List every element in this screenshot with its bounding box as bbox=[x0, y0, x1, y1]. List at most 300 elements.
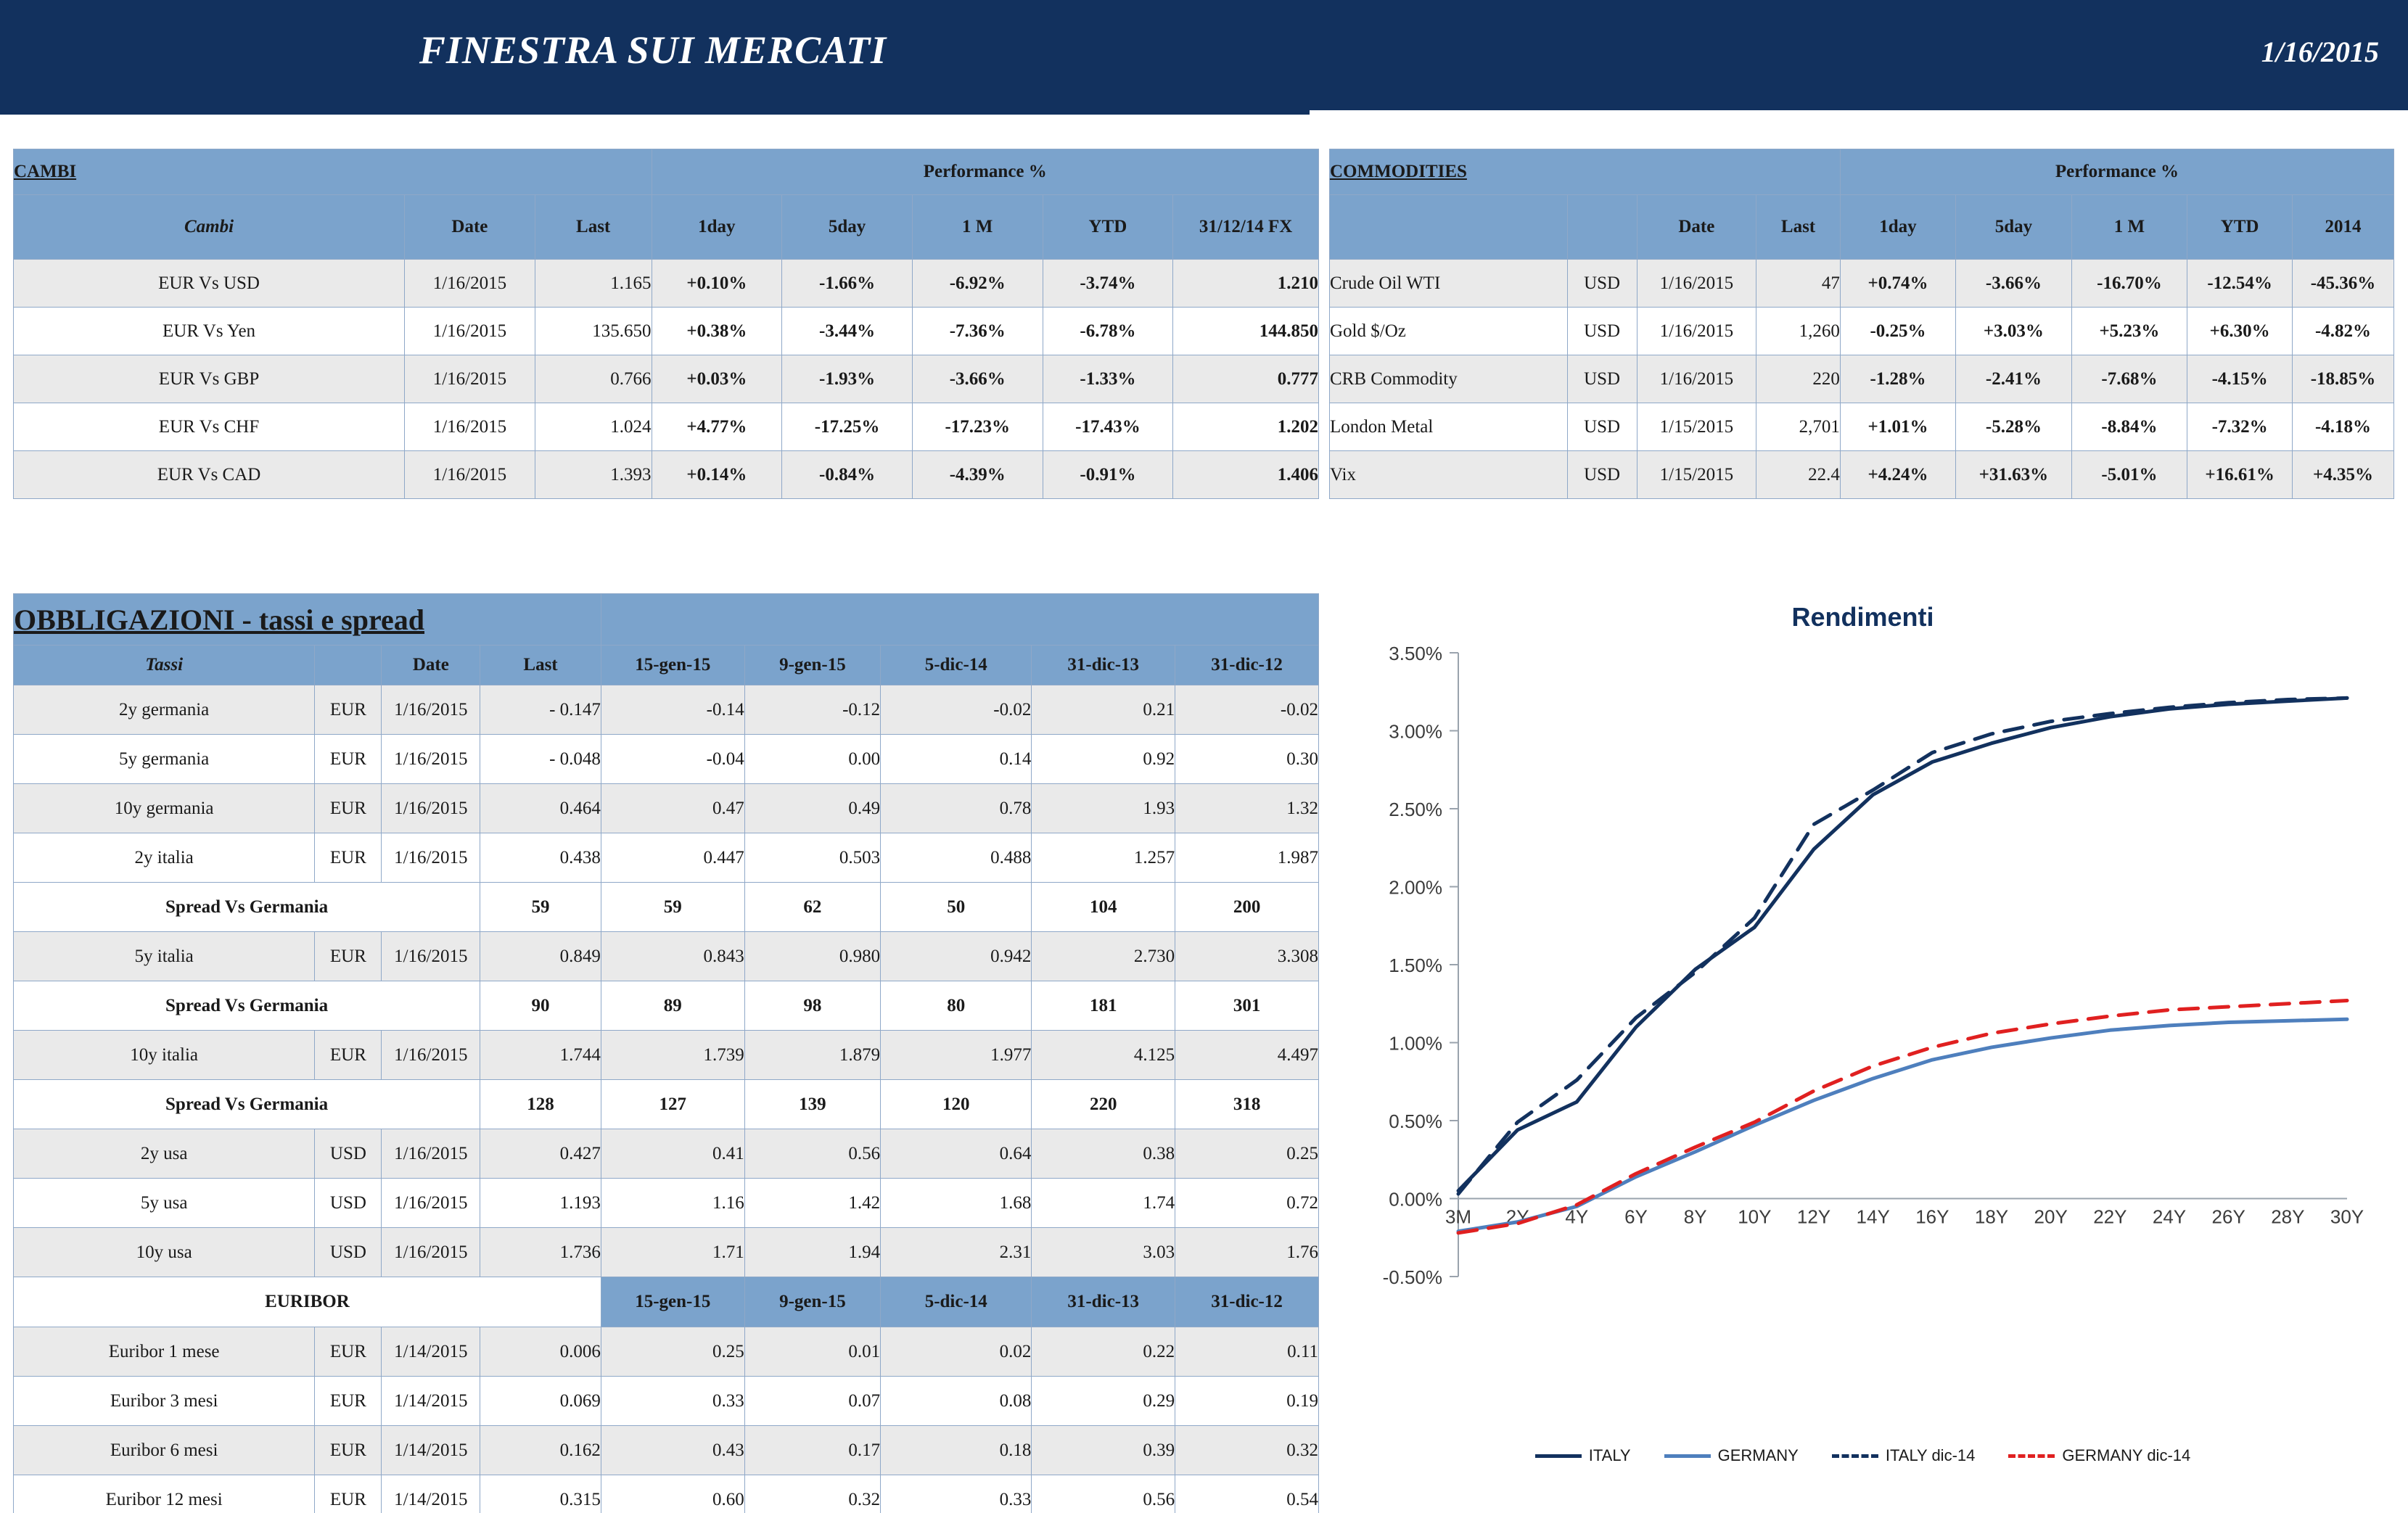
commodities-col-name bbox=[1330, 195, 1568, 260]
commodity-1m: -8.84% bbox=[2071, 403, 2187, 451]
table-row bbox=[14, 1377, 1319, 1426]
cambi-fx: 144.850 bbox=[1173, 308, 1319, 355]
euribor-date: 1/14/2015 bbox=[382, 1327, 480, 1377]
svg-text:2Y: 2Y bbox=[1505, 1205, 1529, 1228]
commodity-ytd: +6.30% bbox=[2187, 308, 2293, 355]
commodity-1m: -7.68% bbox=[2071, 355, 2187, 403]
commodities-col-last: Last bbox=[1756, 195, 1841, 260]
euribor-col-c5: 31-dic-12 bbox=[1175, 1277, 1319, 1327]
cambi-1day: +4.77% bbox=[652, 403, 782, 451]
cambi-fx: 1.202 bbox=[1173, 403, 1319, 451]
commodities-col-ytd: YTD bbox=[2187, 195, 2293, 260]
cambi-1m: -17.23% bbox=[912, 403, 1043, 451]
euribor-c3: 0.18 bbox=[881, 1426, 1032, 1475]
euribor-last: 0.006 bbox=[480, 1327, 601, 1377]
legend-label: GERMANY dic-14 bbox=[2062, 1446, 2191, 1464]
cambi-col-last: Last bbox=[535, 195, 652, 260]
cambi-date: 1/16/2015 bbox=[405, 355, 535, 403]
euribor-name: Euribor 12 mesi bbox=[14, 1475, 315, 1513]
commodity-1day: -0.25% bbox=[1840, 308, 1955, 355]
obblig-c3: 0.78 bbox=[881, 784, 1032, 833]
cambi-name: EUR Vs USD bbox=[14, 260, 405, 308]
report-date: 1/16/2015 bbox=[2261, 36, 2379, 68]
obblig-c4: 3.03 bbox=[1032, 1228, 1175, 1277]
commodity-2014: +4.35% bbox=[2293, 451, 2394, 499]
commodity-last: 1,260 bbox=[1756, 308, 1841, 355]
obblig-c1: 0.47 bbox=[601, 784, 744, 833]
commodity-name: Crude Oil WTI bbox=[1330, 260, 1568, 308]
spread-c2: 139 bbox=[744, 1080, 880, 1129]
cambi-last: 1.165 bbox=[535, 260, 652, 308]
svg-text:2.00%: 2.00% bbox=[1389, 876, 1442, 899]
obblig-date: 1/16/2015 bbox=[382, 932, 480, 981]
table-row bbox=[1330, 260, 2394, 308]
commodity-1day: +1.01% bbox=[1840, 403, 1955, 451]
cambi-fx: 1.406 bbox=[1173, 451, 1319, 499]
cambi-1day: +0.10% bbox=[652, 260, 782, 308]
spread-row bbox=[14, 883, 1319, 932]
svg-text:24Y: 24Y bbox=[2152, 1205, 2187, 1228]
obblig-c1: -0.14 bbox=[601, 685, 744, 735]
obblig-col-c5: 31-dic-12 bbox=[1175, 646, 1319, 685]
euribor-c3: 0.33 bbox=[881, 1475, 1032, 1513]
obblig-c3: 0.64 bbox=[881, 1129, 1032, 1179]
euribor-c1: 0.43 bbox=[601, 1426, 744, 1475]
svg-text:10Y: 10Y bbox=[1738, 1205, 1772, 1228]
obblig-c3: -0.02 bbox=[881, 685, 1032, 735]
obblig-date: 1/16/2015 bbox=[382, 833, 480, 883]
euribor-col-c2: 9-gen-15 bbox=[744, 1277, 880, 1327]
commodity-5day: -2.41% bbox=[1956, 355, 2072, 403]
obblig-c3: 0.942 bbox=[881, 932, 1032, 981]
page-header bbox=[0, 0, 2408, 110]
legend-item bbox=[2008, 1446, 2190, 1465]
obblig-c4: 0.21 bbox=[1032, 685, 1175, 735]
spread-label: Spread Vs Germania bbox=[14, 1080, 480, 1129]
euribor-ccy: EUR bbox=[315, 1377, 382, 1426]
obblig-date: 1/16/2015 bbox=[382, 1031, 480, 1080]
svg-text:30Y: 30Y bbox=[2330, 1205, 2364, 1228]
cambi-5day: -3.44% bbox=[782, 308, 913, 355]
table-row bbox=[14, 833, 1319, 883]
euribor-date: 1/14/2015 bbox=[382, 1475, 480, 1513]
obblig-ccy: EUR bbox=[315, 735, 382, 784]
obblig-c4: 2.730 bbox=[1032, 932, 1175, 981]
spread-c4: 181 bbox=[1032, 981, 1175, 1031]
euribor-col-c3: 5-dic-14 bbox=[881, 1277, 1032, 1327]
cambi-5day: -1.93% bbox=[782, 355, 913, 403]
cambi-last: 1.393 bbox=[535, 451, 652, 499]
obblig-c2: 0.49 bbox=[744, 784, 880, 833]
table-row bbox=[14, 735, 1319, 784]
page-title: FINESTRA SUI MERCATI bbox=[419, 28, 887, 72]
spread-c5: 318 bbox=[1175, 1080, 1319, 1129]
spread-last: 128 bbox=[480, 1080, 601, 1129]
euribor-c3: 0.08 bbox=[881, 1377, 1032, 1426]
commodity-ytd: -12.54% bbox=[2187, 260, 2293, 308]
euribor-c5: 0.11 bbox=[1175, 1327, 1319, 1377]
commodities-col-5day: 5day bbox=[1956, 195, 2072, 260]
commodities-title-row bbox=[1330, 149, 2394, 195]
cambi-col-ytd: YTD bbox=[1043, 195, 1173, 260]
legend-swatch bbox=[1664, 1454, 1711, 1458]
legend-item bbox=[1664, 1446, 1799, 1465]
obblig-name: 5y germania bbox=[14, 735, 315, 784]
obblig-c5: -0.02 bbox=[1175, 685, 1319, 735]
legend-label: ITALY bbox=[1588, 1446, 1631, 1464]
table-row bbox=[1330, 403, 2394, 451]
obblig-col-ccy bbox=[315, 646, 382, 685]
commodity-5day: -3.66% bbox=[1956, 260, 2072, 308]
obblig-last: 1.744 bbox=[480, 1031, 601, 1080]
obblig-col-c2: 9-gen-15 bbox=[744, 646, 880, 685]
legend-swatch bbox=[1535, 1454, 1582, 1458]
svg-text:2.50%: 2.50% bbox=[1389, 799, 1442, 820]
obblig-last: 1.193 bbox=[480, 1179, 601, 1228]
cambi-date: 1/16/2015 bbox=[405, 403, 535, 451]
euribor-c5: 0.32 bbox=[1175, 1426, 1319, 1475]
cambi-col-date: Date bbox=[405, 195, 535, 260]
spread-c1: 127 bbox=[601, 1080, 744, 1129]
cambi-col-1day: 1day bbox=[652, 195, 782, 260]
cambi-col-fx: 31/12/14 FX bbox=[1173, 195, 1319, 260]
cambi-section bbox=[13, 149, 1319, 499]
euribor-name: Euribor 1 mese bbox=[14, 1327, 315, 1377]
commodity-ccy: USD bbox=[1567, 355, 1637, 403]
spread-c1: 89 bbox=[601, 981, 744, 1031]
cambi-header-row bbox=[14, 195, 1319, 260]
commodity-1m: +5.23% bbox=[2071, 308, 2187, 355]
euribor-col-c1: 15-gen-15 bbox=[601, 1277, 744, 1327]
obblig-name: 10y italia bbox=[14, 1031, 315, 1080]
svg-text:20Y: 20Y bbox=[2034, 1205, 2068, 1228]
chart-title: Rendimenti bbox=[1791, 602, 1934, 632]
obblig-date: 1/16/2015 bbox=[382, 1179, 480, 1228]
euribor-col-c4: 31-dic-13 bbox=[1032, 1277, 1175, 1327]
svg-text:3.50%: 3.50% bbox=[1389, 643, 1442, 664]
obblig-last: 0.427 bbox=[480, 1129, 601, 1179]
euribor-ccy: EUR bbox=[315, 1327, 382, 1377]
spread-c2: 62 bbox=[744, 883, 880, 932]
obbligazioni-section-title: OBBLIGAZIONI - tassi e spread bbox=[14, 594, 601, 646]
cambi-fx: 0.777 bbox=[1173, 355, 1319, 403]
commodities-col-date: Date bbox=[1637, 195, 1756, 260]
obblig-c3: 2.31 bbox=[881, 1228, 1032, 1277]
obbligazioni-section bbox=[13, 593, 1319, 1513]
spread-c3: 80 bbox=[881, 981, 1032, 1031]
euribor-last: 0.162 bbox=[480, 1426, 601, 1475]
cambi-5day: -17.25% bbox=[782, 403, 913, 451]
obblig-col-c3: 5-dic-14 bbox=[881, 646, 1032, 685]
table-row bbox=[14, 451, 1319, 499]
svg-text:3.00%: 3.00% bbox=[1389, 720, 1442, 743]
obblig-c2: 1.94 bbox=[744, 1228, 880, 1277]
table-row bbox=[14, 1228, 1319, 1277]
commodity-name: Gold $/Oz bbox=[1330, 308, 1568, 355]
spread-c4: 220 bbox=[1032, 1080, 1175, 1129]
table-row bbox=[14, 1327, 1319, 1377]
commodity-date: 1/16/2015 bbox=[1637, 355, 1756, 403]
commodity-1day: +4.24% bbox=[1840, 451, 1955, 499]
obblig-name: 2y italia bbox=[14, 833, 315, 883]
svg-text:6Y: 6Y bbox=[1624, 1205, 1648, 1228]
cambi-date: 1/16/2015 bbox=[405, 260, 535, 308]
cambi-date: 1/16/2015 bbox=[405, 451, 535, 499]
table-row bbox=[14, 932, 1319, 981]
svg-text:1.50%: 1.50% bbox=[1389, 955, 1442, 976]
commodities-col-2014: 2014 bbox=[2293, 195, 2394, 260]
obblig-ccy: EUR bbox=[315, 833, 382, 883]
commodity-ytd: -4.15% bbox=[2187, 355, 2293, 403]
obbligazioni-title-row bbox=[14, 594, 1319, 646]
commodity-5day: +3.03% bbox=[1956, 308, 2072, 355]
table-row bbox=[14, 685, 1319, 735]
svg-text:16Y: 16Y bbox=[1915, 1205, 1949, 1228]
commodity-name: CRB Commodity bbox=[1330, 355, 1568, 403]
commodity-date: 1/15/2015 bbox=[1637, 403, 1756, 451]
table-row bbox=[14, 308, 1319, 355]
euribor-title: EURIBOR bbox=[14, 1277, 601, 1327]
euribor-ccy: EUR bbox=[315, 1426, 382, 1475]
commodity-last: 2,701 bbox=[1756, 403, 1841, 451]
obblig-date: 1/16/2015 bbox=[382, 1129, 480, 1179]
legend-label: GERMANY bbox=[1717, 1446, 1799, 1464]
obblig-c1: 0.41 bbox=[601, 1129, 744, 1179]
euribor-name: Euribor 3 mesi bbox=[14, 1377, 315, 1426]
cambi-ytd: -17.43% bbox=[1043, 403, 1173, 451]
obblig-c2: 0.503 bbox=[744, 833, 880, 883]
obblig-col-date: Date bbox=[382, 646, 480, 685]
chart-canvas bbox=[1331, 631, 2394, 1414]
euribor-name: Euribor 6 mesi bbox=[14, 1426, 315, 1475]
obblig-ccy: EUR bbox=[315, 1031, 382, 1080]
obblig-date: 1/16/2015 bbox=[382, 685, 480, 735]
cambi-title-row bbox=[14, 149, 1319, 195]
obblig-c5: 0.30 bbox=[1175, 735, 1319, 784]
commodity-ytd: -7.32% bbox=[2187, 403, 2293, 451]
commodity-ccy: USD bbox=[1567, 403, 1637, 451]
euribor-c2: 0.32 bbox=[744, 1475, 880, 1513]
legend-item bbox=[1535, 1446, 1631, 1465]
euribor-c5: 0.19 bbox=[1175, 1377, 1319, 1426]
obblig-ccy: EUR bbox=[315, 685, 382, 735]
commodity-last: 220 bbox=[1756, 355, 1841, 403]
obblig-c1: 1.71 bbox=[601, 1228, 744, 1277]
svg-text:14Y: 14Y bbox=[1856, 1205, 1890, 1228]
obblig-last: - 0.048 bbox=[480, 735, 601, 784]
spread-c5: 200 bbox=[1175, 883, 1319, 932]
commodities-section bbox=[1329, 149, 2394, 499]
commodity-2014: -4.82% bbox=[2293, 308, 2394, 355]
euribor-ccy: EUR bbox=[315, 1475, 382, 1513]
obblig-c3: 1.68 bbox=[881, 1179, 1032, 1228]
obblig-c4: 1.93 bbox=[1032, 784, 1175, 833]
euribor-c1: 0.25 bbox=[601, 1327, 744, 1377]
svg-text:0.00%: 0.00% bbox=[1389, 1188, 1442, 1211]
svg-text:-0.50%: -0.50% bbox=[1382, 1266, 1442, 1288]
cambi-name: EUR Vs Yen bbox=[14, 308, 405, 355]
commodity-2014: -18.85% bbox=[2293, 355, 2394, 403]
svg-text:12Y: 12Y bbox=[1796, 1205, 1831, 1228]
obblig-ccy: USD bbox=[315, 1228, 382, 1277]
commodities-col-1day: 1day bbox=[1840, 195, 1955, 260]
commodity-ccy: USD bbox=[1567, 308, 1637, 355]
commodity-date: 1/15/2015 bbox=[1637, 451, 1756, 499]
obblig-ccy: USD bbox=[315, 1129, 382, 1179]
obblig-name: 2y usa bbox=[14, 1129, 315, 1179]
obbligazioni-table bbox=[13, 593, 1319, 1513]
table-row bbox=[14, 784, 1319, 833]
obbligazioni-title-filler bbox=[601, 594, 1318, 646]
spread-label: Spread Vs Germania bbox=[14, 981, 480, 1031]
svg-text:18Y: 18Y bbox=[1974, 1205, 2009, 1228]
spread-last: 90 bbox=[480, 981, 601, 1031]
rendimenti-chart bbox=[1331, 595, 2394, 1494]
obblig-c2: 0.980 bbox=[744, 932, 880, 981]
euribor-c4: 0.39 bbox=[1032, 1426, 1175, 1475]
commodity-2014: -4.18% bbox=[2293, 403, 2394, 451]
commodities-col-1m: 1 M bbox=[2071, 195, 2187, 260]
svg-text:0.50%: 0.50% bbox=[1389, 1110, 1442, 1132]
obblig-date: 1/16/2015 bbox=[382, 735, 480, 784]
euribor-date: 1/14/2015 bbox=[382, 1426, 480, 1475]
euribor-c4: 0.29 bbox=[1032, 1377, 1175, 1426]
cambi-1day: +0.03% bbox=[652, 355, 782, 403]
commodity-last: 22.4 bbox=[1756, 451, 1841, 499]
svg-text:22Y: 22Y bbox=[2093, 1205, 2127, 1228]
table-row bbox=[14, 1475, 1319, 1513]
cambi-1m: -6.92% bbox=[912, 260, 1043, 308]
svg-text:1.00%: 1.00% bbox=[1389, 1032, 1442, 1055]
cambi-1day: +0.38% bbox=[652, 308, 782, 355]
cambi-1m: -4.39% bbox=[912, 451, 1043, 499]
obblig-c2: 1.879 bbox=[744, 1031, 880, 1080]
cambi-5day: -0.84% bbox=[782, 451, 913, 499]
obblig-last: 0.464 bbox=[480, 784, 601, 833]
euribor-c4: 0.56 bbox=[1032, 1475, 1175, 1513]
obblig-c1: 0.447 bbox=[601, 833, 744, 883]
table-row bbox=[14, 1179, 1319, 1228]
cambi-ytd: -1.33% bbox=[1043, 355, 1173, 403]
spread-row bbox=[14, 1080, 1319, 1129]
euribor-last: 0.315 bbox=[480, 1475, 601, 1513]
commodity-ccy: USD bbox=[1567, 451, 1637, 499]
obblig-date: 1/16/2015 bbox=[382, 1228, 480, 1277]
obblig-c1: 1.739 bbox=[601, 1031, 744, 1080]
euribor-c1: 0.33 bbox=[601, 1377, 744, 1426]
obblig-c2: -0.12 bbox=[744, 685, 880, 735]
spread-c5: 301 bbox=[1175, 981, 1319, 1031]
obblig-c5: 1.32 bbox=[1175, 784, 1319, 833]
cambi-table bbox=[13, 149, 1319, 499]
obblig-col-last: Last bbox=[480, 646, 601, 685]
obblig-c3: 1.977 bbox=[881, 1031, 1032, 1080]
obblig-c2: 0.00 bbox=[744, 735, 880, 784]
table-row bbox=[14, 1129, 1319, 1179]
obblig-c4: 1.74 bbox=[1032, 1179, 1175, 1228]
obblig-last: 0.438 bbox=[480, 833, 601, 883]
obblig-name: 5y italia bbox=[14, 932, 315, 981]
commodity-name: London Metal bbox=[1330, 403, 1568, 451]
obblig-name: 2y germania bbox=[14, 685, 315, 735]
obblig-col-c1: 15-gen-15 bbox=[601, 646, 744, 685]
obblig-c1: 0.843 bbox=[601, 932, 744, 981]
obblig-c1: -0.04 bbox=[601, 735, 744, 784]
table-row bbox=[1330, 355, 2394, 403]
cambi-col-1m: 1 M bbox=[912, 195, 1043, 260]
commodities-table bbox=[1329, 149, 2394, 499]
spread-c3: 50 bbox=[881, 883, 1032, 932]
legend-label: ITALY dic-14 bbox=[1885, 1446, 1976, 1464]
commodity-1day: +0.74% bbox=[1840, 260, 1955, 308]
cambi-name: EUR Vs CHF bbox=[14, 403, 405, 451]
obblig-col-c4: 31-dic-13 bbox=[1032, 646, 1175, 685]
commodity-ytd: +16.61% bbox=[2187, 451, 2293, 499]
euribor-date: 1/14/2015 bbox=[382, 1377, 480, 1426]
obblig-name: 5y usa bbox=[14, 1179, 315, 1228]
euribor-c2: 0.17 bbox=[744, 1426, 880, 1475]
cambi-name: EUR Vs CAD bbox=[14, 451, 405, 499]
legend-swatch bbox=[1832, 1454, 1878, 1458]
obblig-name: 10y usa bbox=[14, 1228, 315, 1277]
cambi-ytd: -3.74% bbox=[1043, 260, 1173, 308]
obblig-c3: 0.488 bbox=[881, 833, 1032, 883]
commodity-1day: -1.28% bbox=[1840, 355, 1955, 403]
cambi-section-title: CAMBI bbox=[14, 149, 652, 195]
table-row bbox=[14, 403, 1319, 451]
spread-c1: 59 bbox=[601, 883, 744, 932]
obblig-c5: 0.72 bbox=[1175, 1179, 1319, 1228]
obblig-c4: 1.257 bbox=[1032, 833, 1175, 883]
table-row bbox=[14, 260, 1319, 308]
commodities-col-ccy bbox=[1567, 195, 1637, 260]
euribor-last: 0.069 bbox=[480, 1377, 601, 1426]
obblig-col-name: Tassi bbox=[14, 646, 315, 685]
chart-legend bbox=[1331, 1446, 2394, 1465]
table-row bbox=[1330, 308, 2394, 355]
cambi-col-5day: 5day bbox=[782, 195, 913, 260]
commodity-1m: -16.70% bbox=[2071, 260, 2187, 308]
cambi-ytd: -0.91% bbox=[1043, 451, 1173, 499]
obblig-c5: 3.308 bbox=[1175, 932, 1319, 981]
spread-c3: 120 bbox=[881, 1080, 1032, 1129]
svg-text:26Y: 26Y bbox=[2211, 1205, 2245, 1228]
cambi-1m: -3.66% bbox=[912, 355, 1043, 403]
obblig-c4: 4.125 bbox=[1032, 1031, 1175, 1080]
obblig-last: 0.849 bbox=[480, 932, 601, 981]
spread-last: 59 bbox=[480, 883, 601, 932]
obblig-c5: 1.76 bbox=[1175, 1228, 1319, 1277]
cambi-performance-title: Performance % bbox=[652, 149, 1318, 195]
obblig-ccy: EUR bbox=[315, 932, 382, 981]
legend-item bbox=[1832, 1446, 1976, 1465]
commodity-5day: -5.28% bbox=[1956, 403, 2072, 451]
commodity-ccy: USD bbox=[1567, 260, 1637, 308]
euribor-c2: 0.01 bbox=[744, 1327, 880, 1377]
obblig-name: 10y germania bbox=[14, 784, 315, 833]
obblig-c3: 0.14 bbox=[881, 735, 1032, 784]
commodities-header-row bbox=[1330, 195, 2394, 260]
table-row bbox=[14, 1426, 1319, 1475]
svg-text:8Y: 8Y bbox=[1683, 1205, 1707, 1228]
header-rule bbox=[0, 110, 1310, 115]
spread-c2: 98 bbox=[744, 981, 880, 1031]
cambi-last: 1.024 bbox=[535, 403, 652, 451]
svg-text:28Y: 28Y bbox=[2271, 1205, 2305, 1228]
euribor-header-row bbox=[14, 1277, 1319, 1327]
euribor-c5: 0.54 bbox=[1175, 1475, 1319, 1513]
obblig-c5: 4.497 bbox=[1175, 1031, 1319, 1080]
